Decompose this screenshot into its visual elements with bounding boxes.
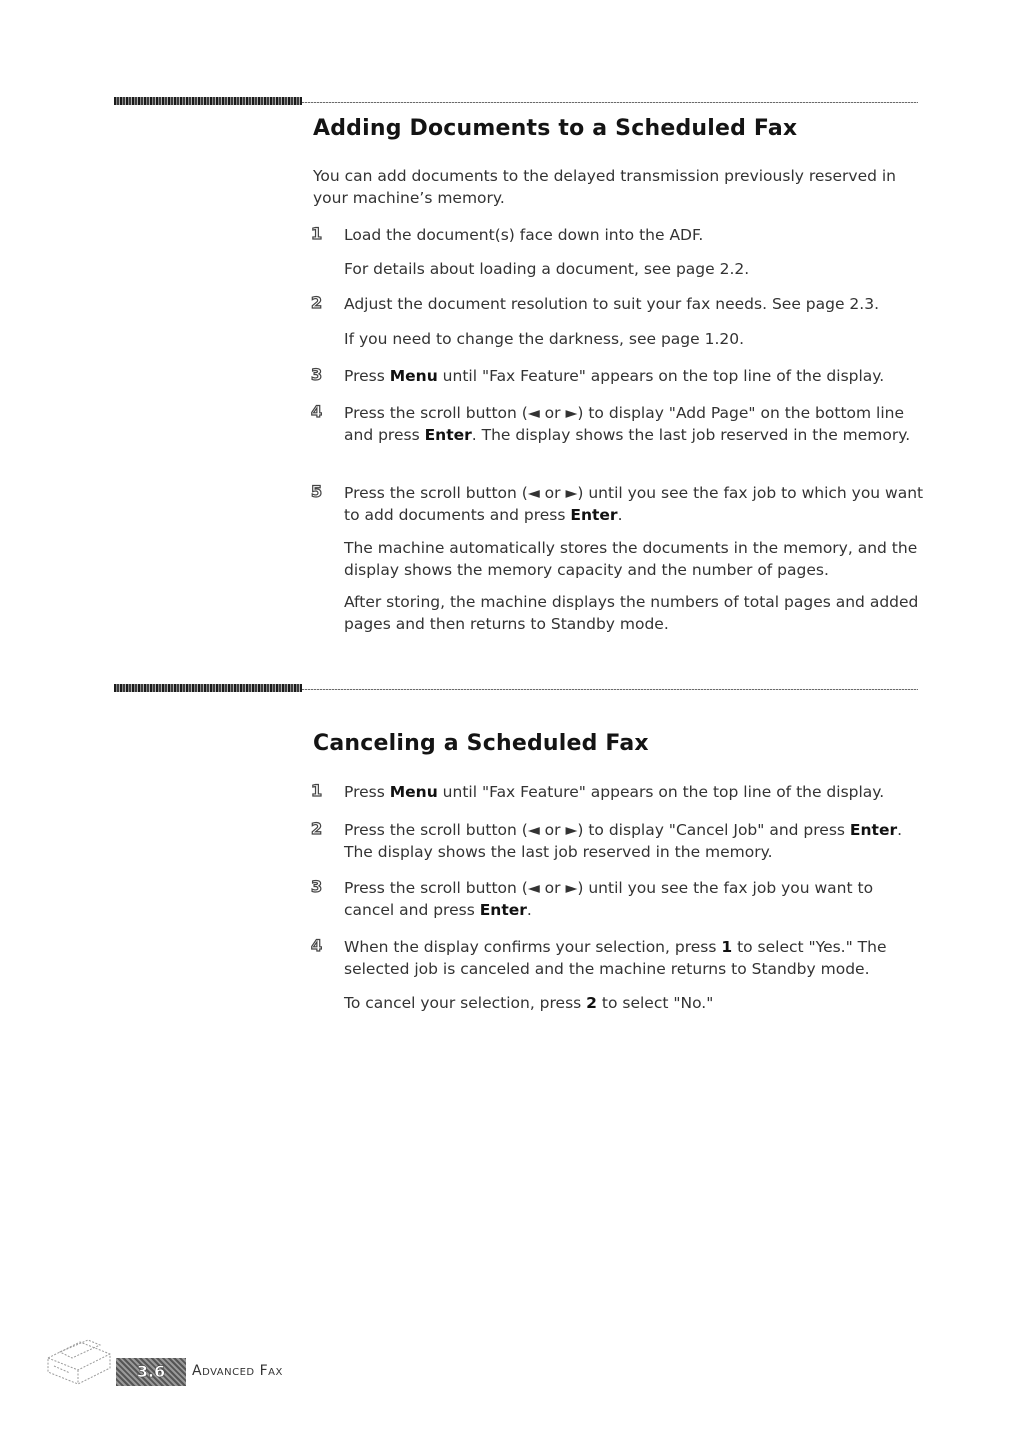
section-title-canceling: Canceling a Scheduled Fax — [313, 731, 649, 756]
printer-icon — [40, 1328, 118, 1394]
step-note: After storing, the machine displays the numbers of total pages and added pages and then returns to Standby mode. — [344, 593, 919, 633]
page-footer — [40, 1328, 340, 1398]
step-text: Press Menu until "Fax Feature" appears on the top line of the display. — [344, 367, 885, 385]
step-text: Press the scroll button (◄ or ►) until you see the fax job to which you want to add documents and press Enter. — [344, 484, 924, 524]
step-text: Press the scroll button (◄ or ►) until you see the fax job you want to cancel and press Enter. — [344, 879, 874, 919]
step-text: Press the scroll button (◄ or ►) to display "Cancel Job" and press Enter. The display shows the last job reserved in the memory. — [344, 821, 903, 861]
page-number-badge: 3.6 — [116, 1358, 186, 1386]
footer-section-label: Advanced Fax — [192, 1363, 283, 1379]
step-note: The machine automatically stores the documents in the memory, and the display shows the memory capacity and the number of pages. — [344, 539, 918, 579]
step-text: Press Menu until "Fax Feature" appears on the top line of the display. — [344, 783, 885, 801]
step-number: 1 — [311, 781, 323, 800]
step-note: To cancel your selection, press 2 to select "No." — [344, 994, 714, 1012]
step-number: 4 — [311, 402, 323, 421]
section-divider — [114, 97, 918, 105]
section-intro: You can add documents to the delayed transmission previously reserved in your machine’s memory. — [313, 167, 897, 207]
step-note: If you need to change the darkness, see page 1.20. — [344, 330, 745, 348]
step-number: 2 — [311, 819, 323, 838]
step-note: For details about loading a document, see page 2.2. — [344, 260, 750, 278]
section-title-adding: Adding Documents to a Scheduled Fax — [313, 116, 798, 141]
step-number: 5 — [311, 482, 323, 501]
step-text: Load the document(s) face down into the ADF. — [344, 226, 704, 244]
step-number: 2 — [311, 293, 323, 312]
step-number: 1 — [311, 224, 323, 243]
step-number: 4 — [311, 936, 323, 955]
step-number: 3 — [311, 365, 323, 384]
step-text: Press the scroll button (◄ or ►) to display "Add Page" on the bottom line and press Enter. The display shows the last job reserved in the memory. — [344, 404, 911, 444]
step-text: When the display confirms your selection, press 1 to select "Yes." The selected job is canceled and the machine returns to Standby mode. — [344, 938, 887, 978]
step-text: Adjust the document resolution to suit your fax needs. See page 2.3. — [344, 295, 879, 313]
step-number: 3 — [311, 877, 323, 896]
section-divider — [114, 684, 918, 692]
